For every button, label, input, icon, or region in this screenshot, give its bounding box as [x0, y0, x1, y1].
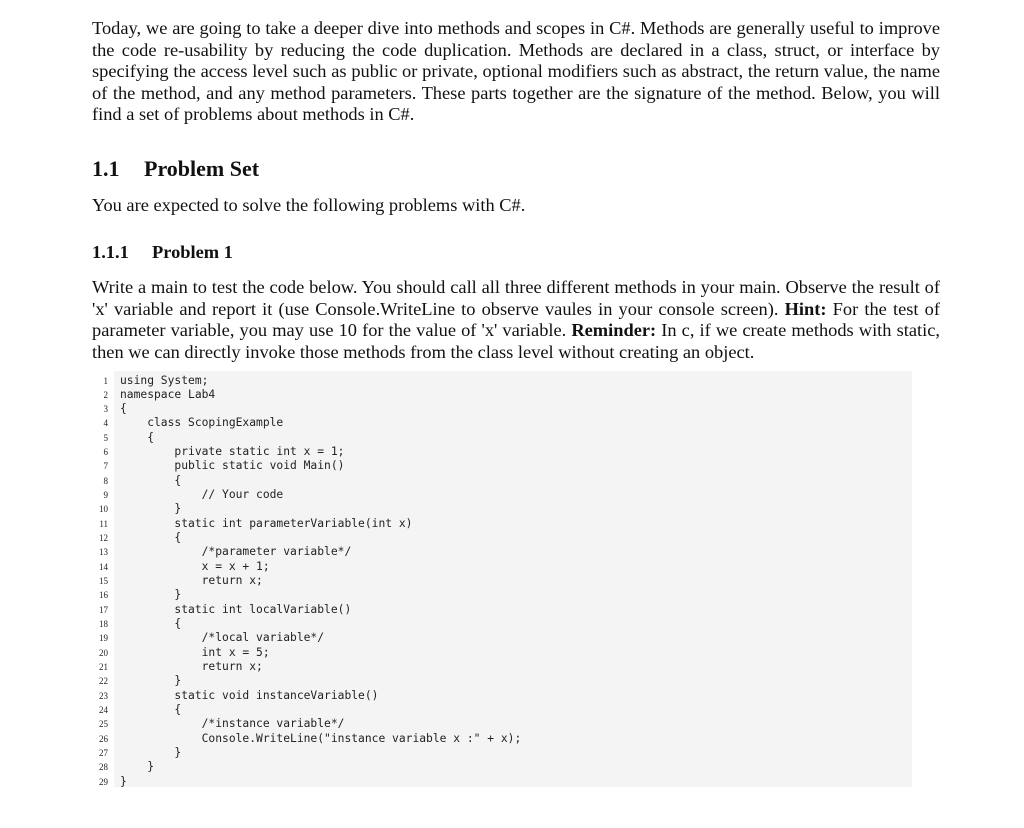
line-number: 26: [99, 733, 108, 744]
line-number: 18: [99, 619, 108, 630]
code-text: class ScopingExample: [120, 416, 284, 430]
line-number: 9: [103, 490, 108, 501]
subsection-number: 1.1.1: [92, 242, 129, 262]
problem-paragraph: [92, 277, 940, 363]
code-text: private static int x = 1;: [120, 445, 345, 459]
code-text: Console.WriteLine("instance variable x :" + x);: [120, 731, 522, 745]
code-text: }: [120, 774, 127, 788]
line-number: 4: [103, 418, 108, 429]
intro-paragraph: Today, we are going to take a deeper dive into methods and scopes in C#. Methods are generally useful to improve the code re-usability by reducing the code duplication. Methods are declared in a class, struct, or interface by specifying the access level such as public or private, optional modifiers such as abstract, the return value, the name of the method, and any method parameters. These parts together are the signature of the method. Below, you will find a set of problems about methods in C#.: [92, 18, 940, 124]
line-number: 1: [103, 375, 108, 386]
line-number: 29: [99, 776, 108, 787]
line-number: 21: [99, 662, 108, 673]
code-text: {: [120, 617, 182, 631]
code-text: public static void Main(): [120, 459, 345, 473]
line-number: 5: [103, 432, 108, 443]
code-text: }: [120, 760, 155, 774]
code-text: {: [120, 430, 155, 444]
line-number: 15: [99, 576, 108, 587]
line-number: 10: [99, 504, 108, 515]
line-number: 14: [99, 561, 108, 572]
line-number: 28: [99, 762, 108, 773]
code-text: {: [120, 402, 127, 416]
code-text: }: [120, 674, 182, 688]
code-text: static int localVariable(): [120, 602, 352, 616]
line-number: 20: [99, 647, 108, 658]
line-number: 8: [103, 475, 108, 486]
line-number: 24: [99, 705, 108, 716]
line-number: 2: [103, 389, 108, 400]
line-number: 6: [103, 447, 108, 458]
code-text: /*instance variable*/: [120, 717, 345, 731]
code-text: using System;: [120, 373, 209, 387]
line-number: 25: [99, 719, 108, 730]
problem-text-c: In c, if we create methods with static, then we can directly invoke those methods from the class level without creating an object.: [92, 320, 940, 362]
code-text: x = x + 1;: [120, 559, 270, 573]
code-listing: [92, 371, 914, 787]
problem-text-a: Write a main to test the code below. You should call all three different methods in your main. Observe the result of 'x' variable and report it (use Console.WriteLine to observe vaules in your console screen).: [92, 277, 940, 319]
code-text: static void instanceVariable(): [120, 688, 379, 702]
code-text: }: [120, 588, 182, 602]
code-text: {: [120, 531, 182, 545]
line-number: 11: [99, 518, 108, 529]
section-title: Problem Set: [144, 156, 260, 181]
code-text: namespace Lab4: [120, 387, 216, 401]
code-text: {: [120, 473, 182, 487]
code-text: int x = 5;: [120, 645, 270, 659]
subsection-heading: [92, 242, 233, 263]
code-text: return x;: [120, 660, 263, 674]
code-text: // Your code: [120, 488, 284, 502]
line-number: 16: [99, 590, 108, 601]
code-text: {: [120, 703, 182, 717]
line-number: 13: [99, 547, 108, 558]
code-text: /*parameter variable*/: [120, 545, 352, 559]
line-number: 17: [99, 604, 108, 615]
code-text: }: [120, 502, 182, 516]
code-text: /*local variable*/: [120, 631, 325, 645]
line-number: 7: [103, 461, 108, 472]
section-paragraph: You are expected to solve the following problems with C#.: [92, 195, 526, 215]
line-number: 27: [99, 748, 108, 759]
line-number: 22: [99, 676, 108, 687]
code-text: return x;: [120, 574, 263, 588]
problem-text-b: For the test of parameter variable, you may use 10 for the value of 'x' variable.: [92, 298, 940, 340]
section-heading: [92, 156, 259, 182]
line-number: 12: [99, 533, 108, 544]
section-number: 1.1: [92, 156, 120, 181]
subsection-title: Problem 1: [152, 242, 233, 262]
line-number: 3: [103, 404, 108, 415]
code-text: }: [120, 746, 182, 760]
line-number: 19: [99, 633, 108, 644]
line-number: 23: [99, 690, 108, 701]
code-text: static int parameterVariable(int x): [120, 516, 413, 530]
reminder-label: Reminder:: [571, 320, 657, 340]
hint-label: Hint:: [784, 298, 827, 319]
